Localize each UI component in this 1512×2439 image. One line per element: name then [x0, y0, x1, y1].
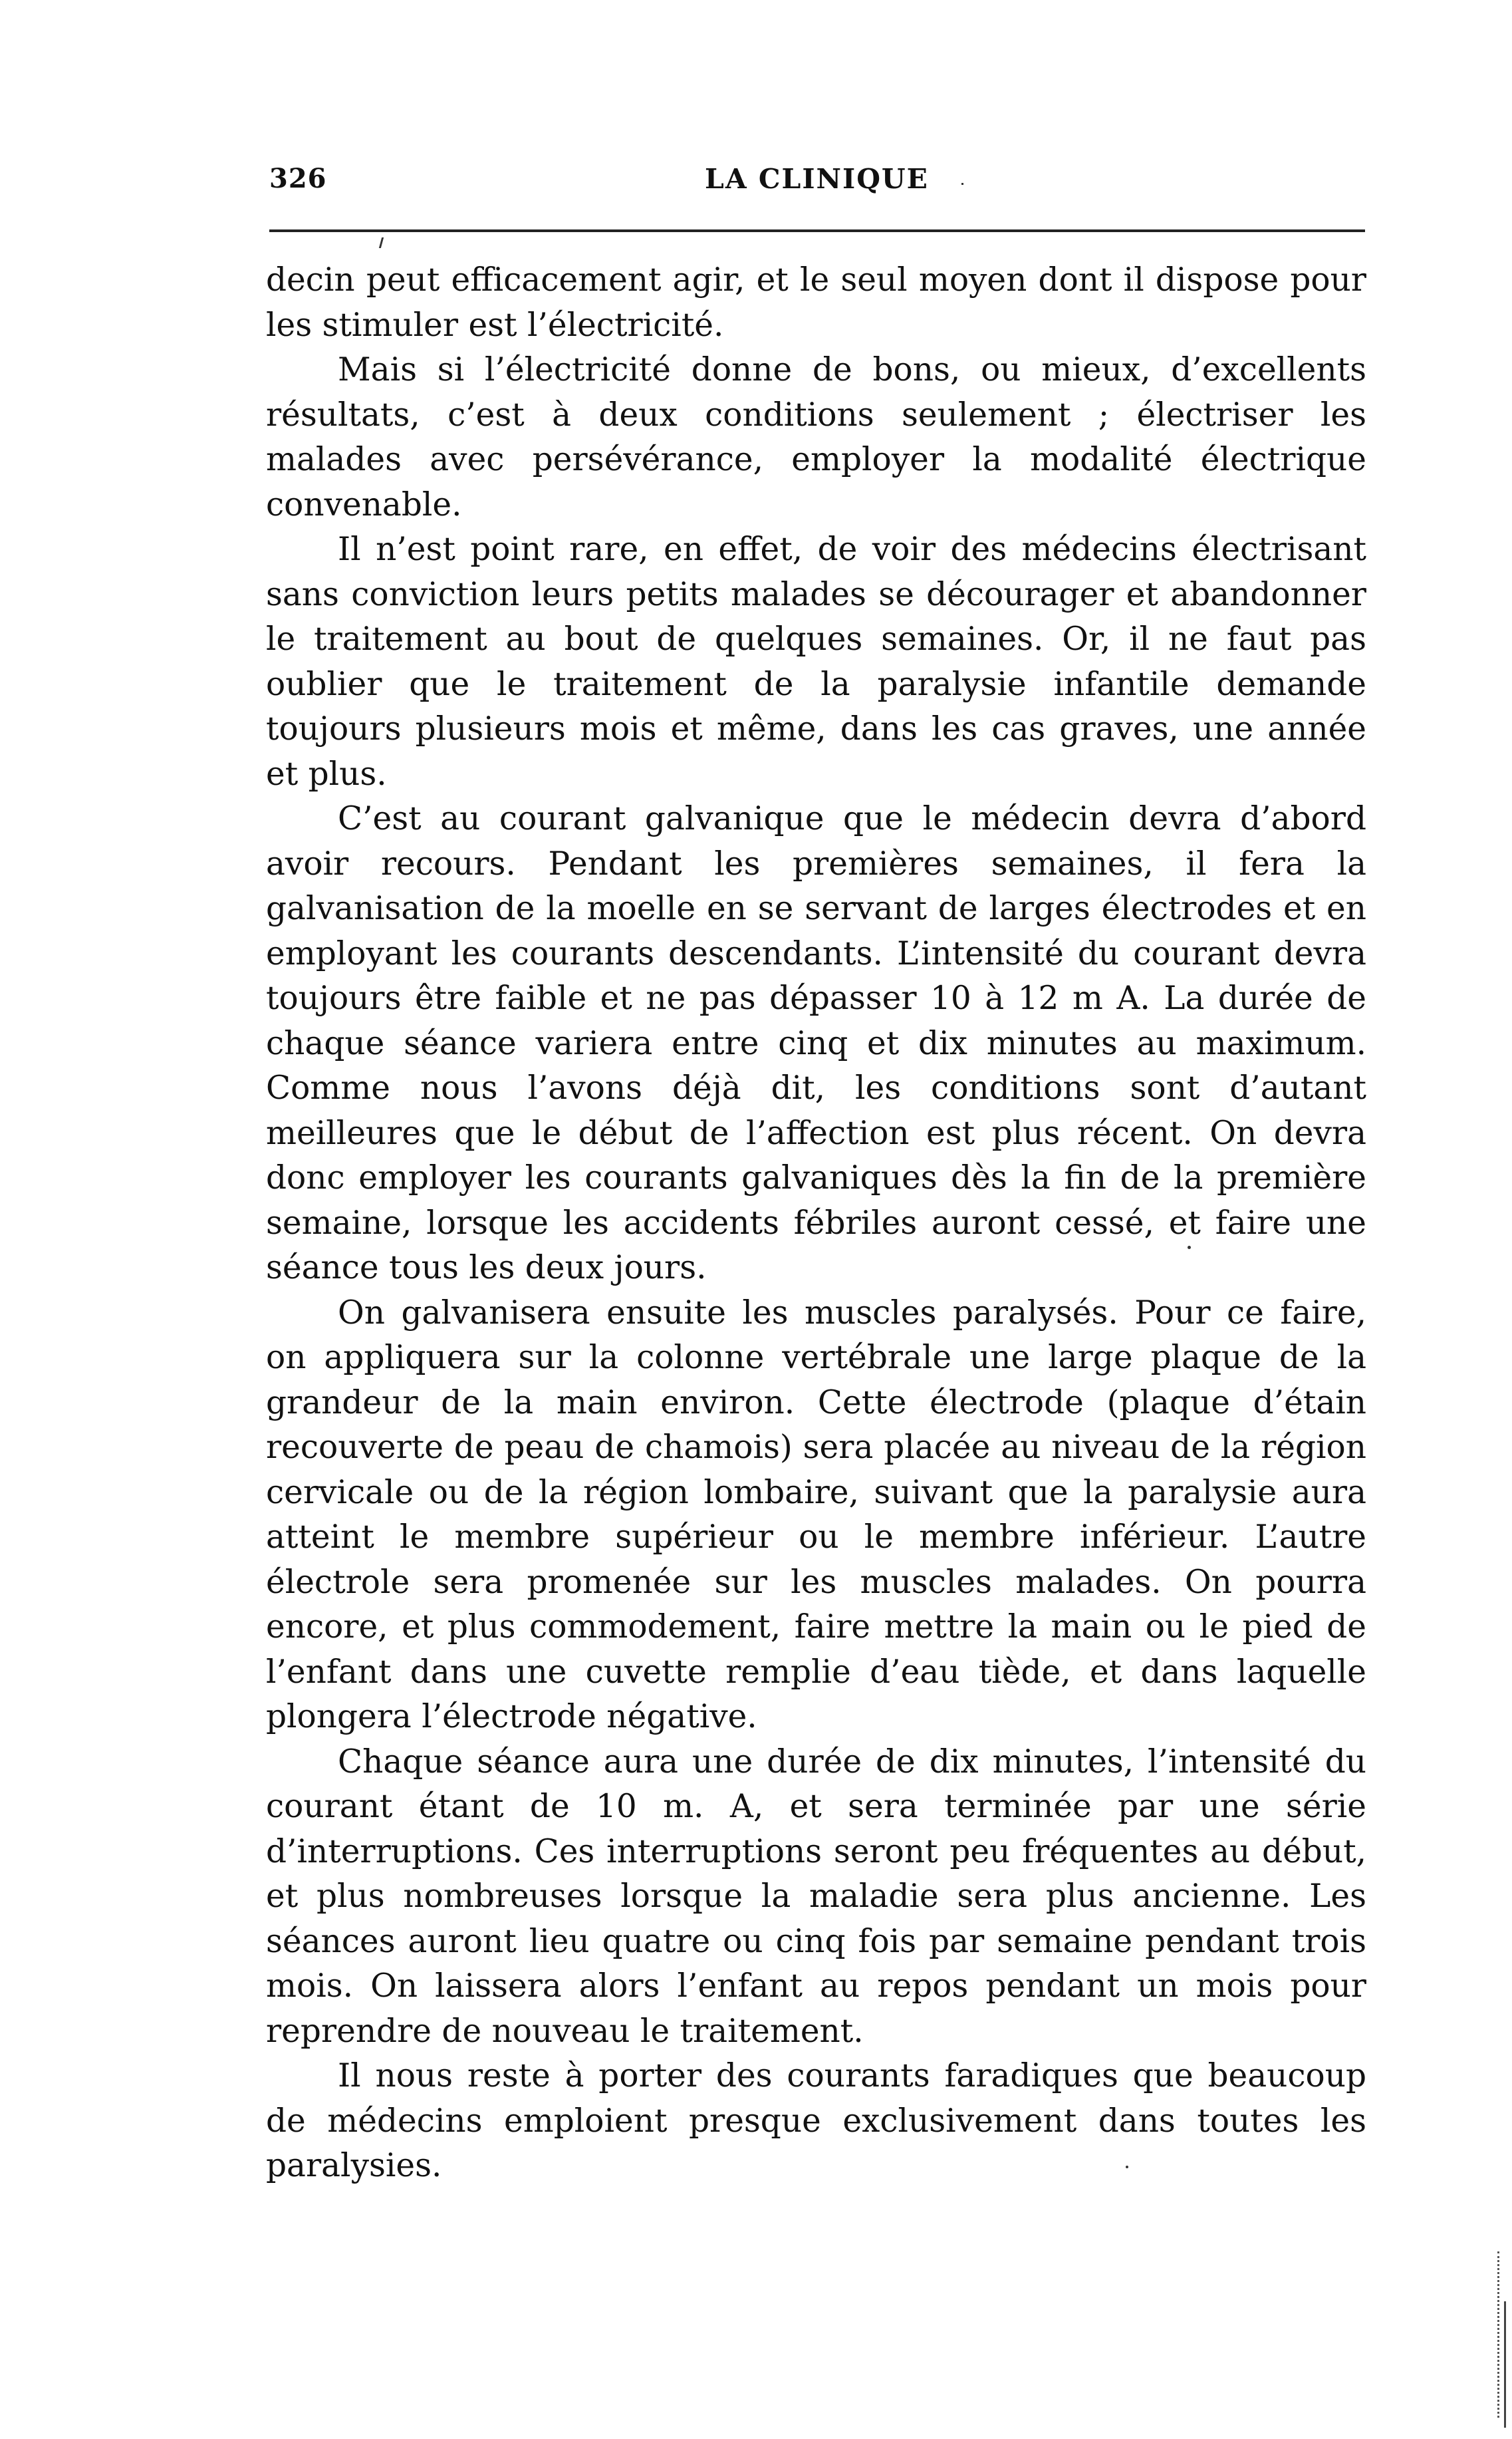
scan-edge-mark: [1497, 2251, 1502, 2418]
paragraph: On galvanisera ensuite les muscles paralysés. Pour ce faire, on appliquera sur la colonne vertébrale une large plaque de la grandeur de la main environ. Cette électrode (plaque d’étain recouverte de peau de chamois) sera placée au niveau de la région cervicale ou de la région lombaire, suivant que la paralysie aura atteint le membre supérieur ou le membre inférieur. L’autre électrole sera promenée sur les muscles malades. On pourra encore, et plus commodement, faire mettre la main ou le pied de l’enfant dans une cuvette remplie d’eau tiède, et dans laquelle plongera l’électrode négative.: [266, 1294, 1366, 1735]
scan-edge-mark: [1504, 2301, 1509, 2428]
paragraph: Chaque séance aura une durée de dix minutes, l’intensité du courant étant de 10 m. A, et sera terminée par une série d’interruptions. Ces interruptions seront peu fréquentes au début, et plus nombreuses lorsque la maladie sera plus ancienne. Les séances auront lieu quatre ou cinq fois par semaine pendant trois mois. On laissera alors l’enfant au repos pendant un mois pour reprendre de nouveau le traitement.: [266, 1743, 1366, 2050]
running-head: [269, 163, 1363, 203]
stray-mark: [961, 183, 963, 185]
paragraph: Il n’est point rare, en effet, de voir des médecins électrisant sans conviction leurs petits malades se décourager et abandonner le traitement au bout de quelques semaines. Or, il ne faut pas oublier que le traitement de la paralysie infantile demande toujours plusieurs mois et même, dans les cas graves, une année et plus.: [266, 531, 1366, 793]
stray-mark: [379, 237, 384, 248]
paragraph: Mais si l’électricité donne de bons, ou mieux, d’excellents résultats, c’est à deux conditions seulement ; électriser les malades avec persévérance, employer la modalité électrique convenable.: [266, 351, 1366, 523]
paragraph-continuation: decin peut efficacement agir, et le seul moyen dont il dispose pour les stimuler est l’électricité.: [266, 261, 1366, 344]
header-rule: [269, 229, 1365, 232]
body-text: [266, 258, 1366, 2189]
running-title: LA CLINIQUE: [705, 163, 929, 195]
paragraph: C’est au courant galvanique que le médecin devra d’abord avoir recours. Pendant les premières semaines, il fera la galvanisation de la moelle en se servant de larges électrodes et en employant les courants descendants. L’intensité du courant devra toujours être faible et ne pas dépasser 10 à 12 m A. La durée de chaque séance variera entre cinq et dix minutes au maximum. Comme nous l’avons déjà dit, les conditions sont d’autant meilleures que le début de l’affection est plus récent. On devra donc employer les courants galvaniques dès la fin de la première semaine, lorsque les accidents fébriles auront cessé, et faire une séance tous les deux jours.: [266, 800, 1366, 1286]
paragraph: Il nous reste à porter des courants faradiques que beaucoup de médecins emploient presque exclusivement dans toutes les paralysies.: [266, 2057, 1366, 2184]
page-number: 326: [269, 163, 327, 194]
